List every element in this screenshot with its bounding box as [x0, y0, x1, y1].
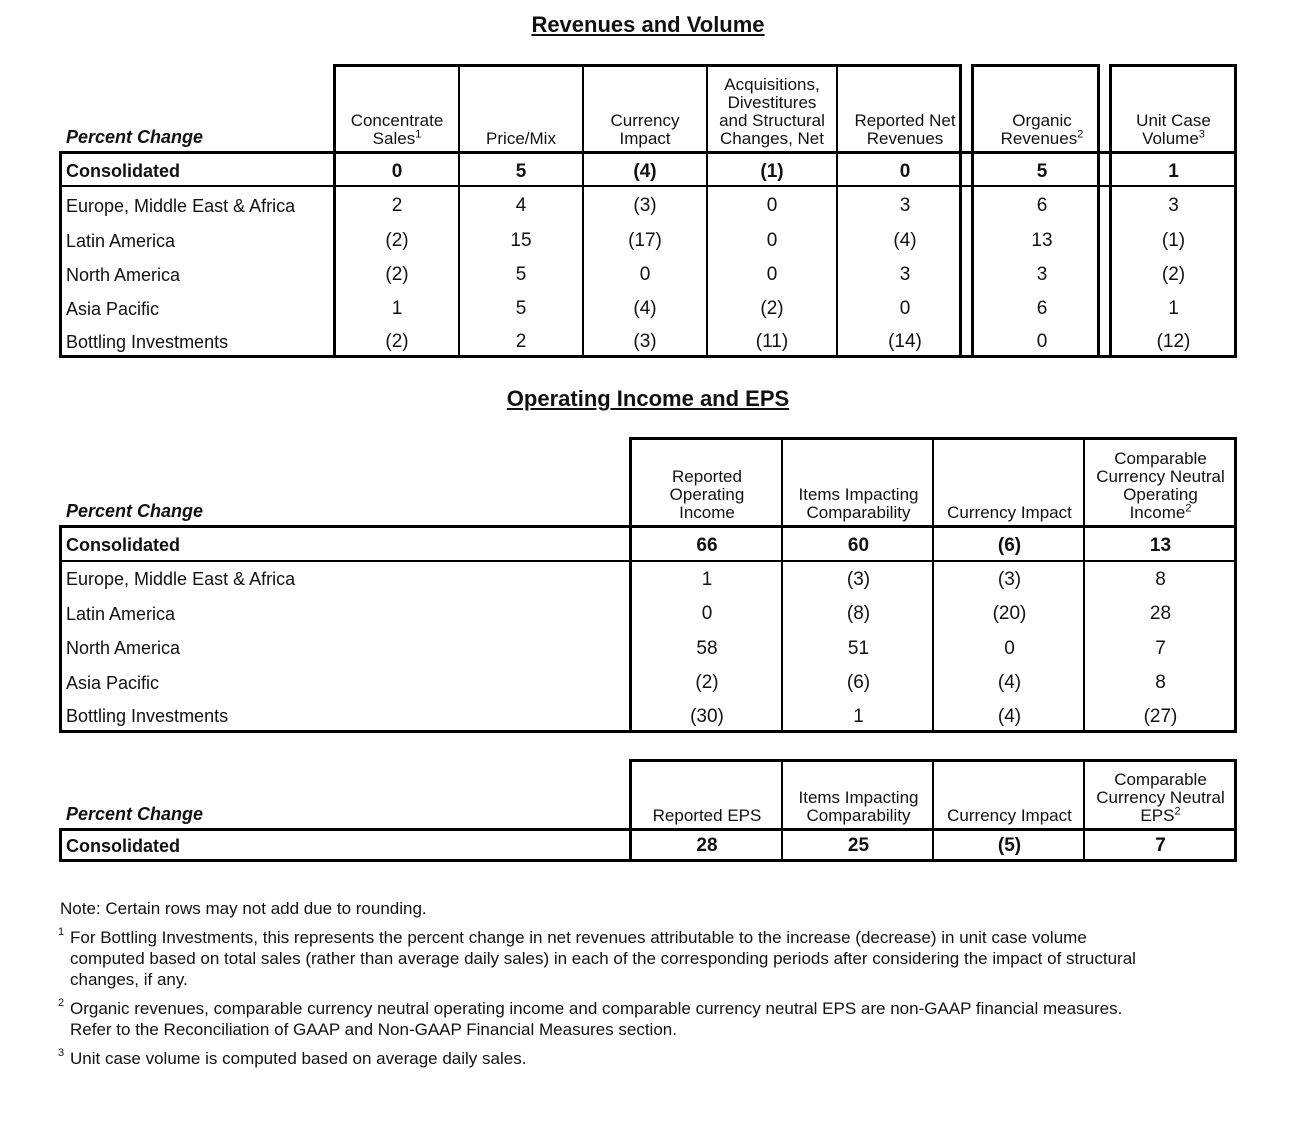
rule: [333, 64, 962, 67]
value-cell: 1: [1168, 298, 1179, 319]
value-cell: (17): [628, 230, 662, 251]
value-cell: 1: [1168, 160, 1179, 182]
value-cell: 25: [847, 835, 870, 856]
column-header-line: Revenues: [866, 129, 944, 148]
value-cell: 0: [1036, 331, 1048, 352]
value-cell: 0: [391, 160, 403, 182]
value-cell: 0: [639, 264, 651, 285]
rule: [1234, 759, 1237, 862]
column-header-line: Reported Net: [854, 111, 956, 130]
column-header-line: Currency Neutral: [1096, 467, 1225, 486]
rule: [59, 525, 62, 733]
value-cell: (3): [997, 568, 1022, 590]
value-cell: 5: [515, 160, 527, 182]
value-cell: (4): [633, 160, 657, 182]
rule: [59, 151, 1237, 154]
footnote-2: [60, 998, 1240, 1040]
rule: [59, 525, 1237, 528]
value-cell: 28: [696, 835, 718, 856]
segment-label: Bottling Investments: [66, 706, 229, 726]
value-cell: (1): [1161, 230, 1186, 251]
rule: [781, 759, 783, 862]
footnote-1-line1: For Bottling Investments, this represents the percent change in net revenues attributable to the increase (decrease) in unit case volume: [70, 928, 1087, 947]
value-cell: (2): [695, 672, 719, 693]
segment-label: North America: [66, 638, 181, 658]
column-header: [631, 762, 783, 829]
column-header: [837, 66, 973, 152]
value-cell: 7: [1155, 637, 1166, 659]
column-header-line: Concentrate: [350, 111, 444, 130]
segment-label: North America: [66, 264, 181, 285]
segment-label: Europe, Middle East & Africa: [66, 195, 296, 216]
footnote-1-line2: computed based on total sales (rather than average daily sales) in each of the corresponding periods after considering the impact of structural: [70, 949, 1136, 968]
rule: [706, 64, 708, 358]
rule: [1083, 759, 1085, 862]
rule: [971, 64, 1099, 67]
value-cell: 0: [766, 264, 778, 285]
footnote-3-line1: Unit case volume is computed based on average daily sales.: [70, 1049, 527, 1068]
rule: [1234, 64, 1237, 358]
value-cell: 6: [1036, 195, 1048, 216]
rule: [836, 64, 838, 358]
value-cell: 60: [847, 534, 870, 556]
consolidated-label: Consolidated: [66, 535, 181, 555]
column-header-line: Reported: [672, 467, 742, 486]
value-cell: (30): [690, 705, 724, 727]
value-cell: 0: [899, 160, 911, 182]
column-header-line: and Structural: [719, 111, 825, 130]
column-header-line: Currency Neutral: [1096, 788, 1225, 807]
value-cell: (8): [846, 603, 871, 624]
value-cell: (11): [755, 331, 789, 352]
value-cell: 1: [701, 568, 713, 590]
column-header-line: Unit Case: [1136, 111, 1211, 130]
rule: [959, 64, 962, 358]
value-cell: (5): [997, 835, 1022, 856]
rule: [59, 730, 1237, 733]
note-rounding: Note: Certain rows may not add due to rounding.: [60, 899, 427, 918]
value-cell: (4): [633, 298, 657, 319]
rule: [932, 759, 934, 862]
rule: [629, 759, 632, 862]
value-cell: (2): [1161, 264, 1186, 285]
rule: [1234, 437, 1237, 733]
column-header-line: Income: [679, 503, 735, 522]
column-header-line: Income$^2$: [1129, 502, 1192, 522]
value-cell: (4): [893, 230, 917, 251]
rule: [1109, 64, 1237, 67]
column-header-line: Comparable: [1114, 770, 1207, 789]
segment-label: Asia Pacific: [66, 672, 160, 693]
percent-change-label: Percent Change: [66, 804, 204, 824]
segment-label: Latin America: [66, 230, 176, 251]
column-header-line: Revenues$^2$: [1000, 128, 1084, 148]
rule: [59, 828, 62, 862]
footnote-2-line1: Organic revenues, comparable currency neutral operating income and comparable currency neutral EPS are non-GAAP financial measures.: [70, 999, 1123, 1018]
value-cell: 28: [1149, 603, 1172, 624]
value-cell: 13: [1149, 534, 1172, 556]
column-header-line: EPS$^2$: [1140, 805, 1181, 825]
column-header: [1085, 762, 1236, 829]
column-header: [934, 762, 1085, 829]
rule: [1097, 64, 1100, 358]
value-cell: (4): [997, 672, 1022, 693]
column-header-line: Changes, Net: [720, 129, 824, 148]
value-cell: (6): [997, 534, 1022, 556]
value-cell: 0: [766, 195, 778, 216]
rule: [1109, 64, 1112, 358]
rule: [59, 828, 1237, 831]
column-header-line: Currency Impact: [947, 806, 1072, 825]
percent-change-label: Percent Change: [66, 127, 204, 147]
segment-label: Asia Pacific: [66, 298, 160, 319]
consolidated-label: Consolidated: [66, 835, 181, 856]
value-cell: (3): [633, 195, 657, 216]
rule: [59, 355, 1237, 358]
rule: [59, 859, 1237, 862]
column-header: [335, 66, 459, 152]
operating-income-eps-title: Operating Income and EPS: [506, 386, 790, 411]
value-cell: 0: [1004, 637, 1015, 659]
value-cell: (2): [385, 331, 409, 352]
value-cell: (2): [385, 230, 409, 251]
column-header-line: Items Impacting: [798, 788, 919, 807]
value-cell: (6): [846, 672, 871, 693]
column-header-line: Operating: [1123, 485, 1198, 504]
value-cell: 58: [696, 637, 718, 659]
column-header: [583, 66, 707, 152]
value-cell: (3): [633, 331, 657, 352]
rule: [932, 437, 934, 733]
value-cell: 2: [391, 195, 403, 216]
column-header-line: Comparable: [1114, 449, 1207, 468]
column-header-line: Items Impacting: [798, 485, 919, 504]
column-header-line: Sales$^1$: [372, 128, 422, 148]
column-header: [783, 440, 934, 526]
value-cell: 7: [1155, 835, 1166, 856]
value-cell: (2): [385, 264, 409, 285]
column-header: [631, 440, 783, 526]
value-cell: (20): [992, 603, 1027, 624]
column-header-line: Currency: [610, 111, 680, 130]
value-cell: 1: [853, 705, 864, 727]
footnote-3-mark: 3: [58, 1047, 65, 1059]
value-cell: 51: [847, 637, 870, 659]
column-header: [707, 66, 837, 152]
value-cell: 5: [1036, 160, 1048, 182]
percent-change-label: Percent Change: [66, 501, 204, 521]
value-cell: 5: [515, 264, 527, 285]
column-header-line: Comparability: [806, 503, 911, 522]
rule: [59, 185, 1237, 187]
column-header: [1111, 66, 1236, 152]
value-cell: 0: [899, 298, 911, 319]
rule: [582, 64, 584, 358]
rule: [458, 64, 460, 358]
value-cell: 3: [1036, 264, 1048, 285]
value-cell: 5: [515, 298, 527, 319]
footnote-2-mark: 2: [58, 997, 65, 1009]
rule: [1083, 437, 1085, 733]
value-cell: (2): [760, 298, 784, 319]
value-cell: 13: [1031, 230, 1053, 251]
segment-label: Bottling Investments: [66, 331, 229, 352]
footnotes: [60, 898, 1240, 1069]
value-cell: (3): [846, 568, 871, 590]
column-header: [973, 66, 1111, 152]
value-cell: 3: [1168, 195, 1179, 216]
column-header-line: Reported EPS: [652, 806, 762, 825]
value-cell: (4): [997, 705, 1022, 727]
rule: [333, 64, 336, 358]
consolidated-label: Consolidated: [66, 161, 181, 181]
value-cell: 3: [899, 195, 911, 216]
column-header-line: Price/Mix: [486, 129, 556, 148]
value-cell: 15: [510, 230, 532, 251]
footnote-1: [60, 927, 1240, 990]
value-cell: 1: [391, 298, 403, 319]
segment-label: Latin America: [66, 603, 176, 624]
value-cell: 3: [899, 264, 911, 285]
column-header: [459, 66, 583, 152]
value-cell: 0: [766, 230, 778, 251]
column-header-line: Volume$^3$: [1142, 128, 1205, 148]
value-cell: 66: [696, 534, 718, 556]
value-cell: 8: [1155, 568, 1166, 590]
value-cell: (27): [1143, 705, 1178, 727]
footnote-3: [60, 1048, 1240, 1069]
value-cell: 2: [515, 331, 527, 352]
footnote-2-line2: Refer to the Reconciliation of GAAP and Non-GAAP Financial Measures section.: [70, 1020, 677, 1039]
value-cell: (1): [760, 160, 784, 182]
column-header: [1085, 440, 1236, 526]
value-cell: (12): [1156, 331, 1191, 352]
column-header-line: Divestitures: [727, 93, 817, 112]
footnote-1-line3: changes, if any.: [70, 970, 188, 989]
rule: [59, 560, 1237, 562]
rule: [629, 437, 632, 733]
segment-label: Europe, Middle East & Africa: [66, 569, 296, 589]
value-cell: 0: [701, 603, 713, 624]
column-header-line: Impact: [619, 129, 671, 148]
column-header: [934, 440, 1085, 526]
value-cell: 6: [1036, 298, 1048, 319]
value-cell: 8: [1155, 672, 1166, 693]
column-header-line: Operating: [669, 485, 745, 504]
column-header-line: Acquisitions,: [724, 75, 820, 94]
column-header: [783, 762, 934, 829]
column-header-line: Organic: [1012, 111, 1072, 130]
rule: [59, 151, 62, 358]
revenues-volume-title: Revenues and Volume: [531, 12, 765, 37]
value-cell: (14): [888, 331, 922, 352]
value-cell: 4: [515, 195, 527, 216]
footnote-1-mark: 1: [58, 926, 65, 938]
column-header-line: Comparability: [806, 806, 911, 825]
rule: [971, 64, 974, 358]
rule: [781, 437, 783, 733]
column-header-line: Currency Impact: [947, 503, 1072, 522]
